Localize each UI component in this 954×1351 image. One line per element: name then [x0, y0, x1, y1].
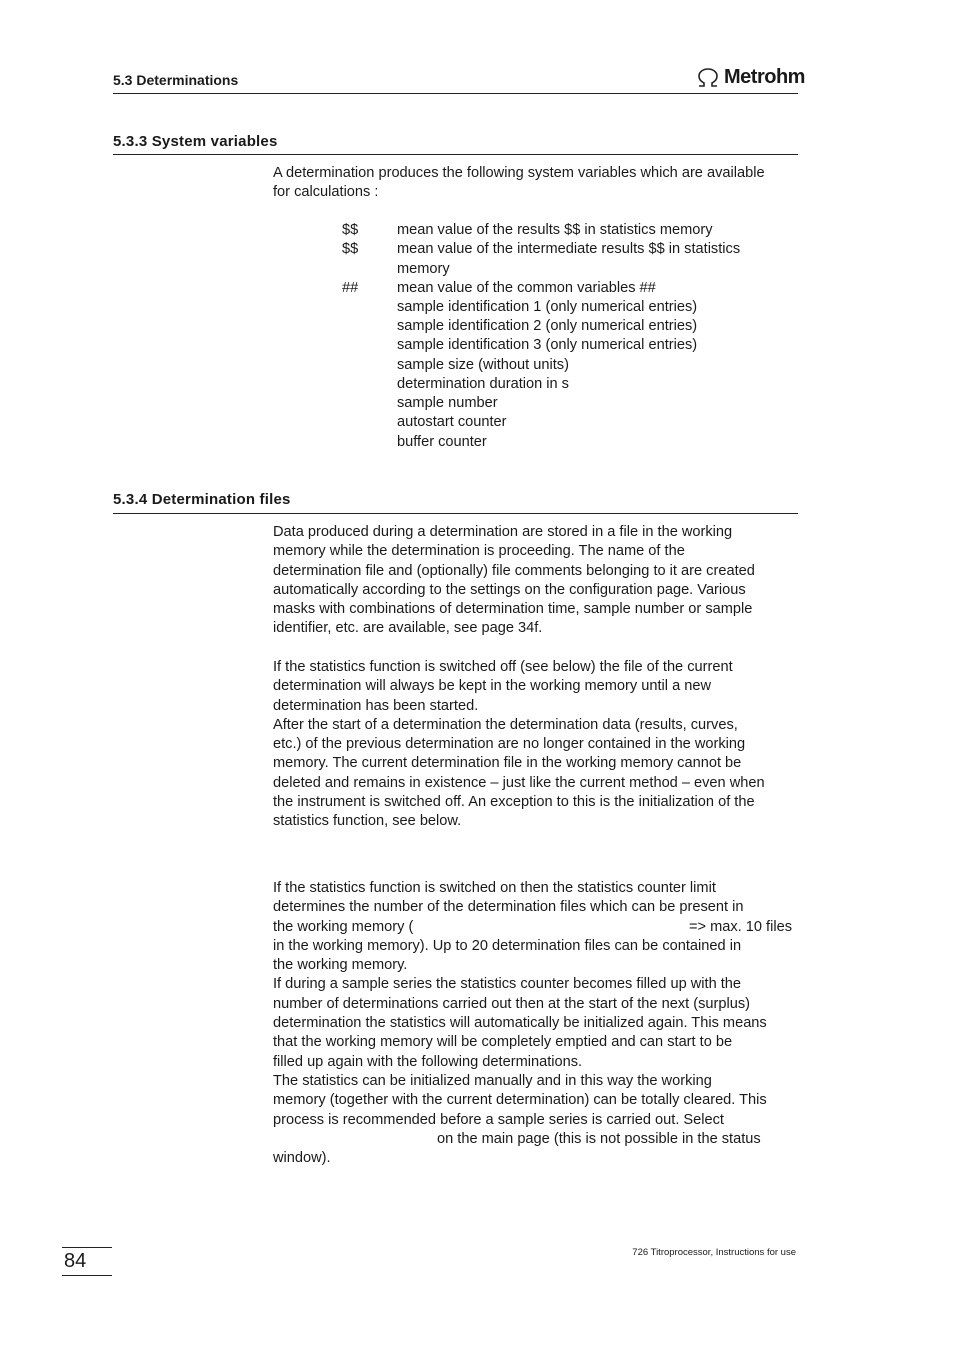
text-line: If the statistics function is switched off (see below) the file of the current — [273, 659, 733, 675]
text-line: number of determinations carried out then at the start of the next (surplus) — [273, 995, 750, 1012]
variable-description: sample size (without units) — [397, 357, 569, 373]
variable-description: memory — [397, 261, 450, 277]
text-line: If during a sample series the statistics counter becomes filled up with the — [273, 976, 742, 993]
text-line: determination will always be kept in the working memory until a new — [273, 678, 712, 695]
text-line: The statistics can be initialized manually and in this way the working — [273, 1072, 712, 1089]
text-line: statistics function, see below. — [273, 813, 462, 830]
variable-description: sample identification 1 (only numerical entries) — [397, 299, 698, 315]
text-line: If the statistics function is switched on then the statistics counter limit — [273, 880, 716, 896]
text-line: After the start of a determination the determination data (results, curves, — [273, 716, 738, 733]
paragraph-3 — [273, 879, 798, 1168]
page-number: 84 — [64, 1250, 87, 1272]
text-line: determination file and (optionally) file comments belonging to it are created — [273, 562, 755, 579]
text-fragment: the working memory ( — [273, 918, 414, 935]
text-line: A determination produces the following system variables which are available — [273, 165, 765, 181]
variable-description: autostart counter — [397, 414, 507, 430]
text-line: that the working memory will be completely emptied and can start to be — [273, 1034, 733, 1051]
omega-icon — [696, 68, 720, 88]
text-line: for calculations : — [273, 184, 379, 201]
header-rule — [113, 93, 798, 94]
text-line: identifier, etc. are available, see page 34f. — [273, 620, 543, 637]
logo-wordmark: Metrohm — [724, 66, 805, 88]
section-rule — [113, 154, 798, 155]
footer-doc-title: 726 Titroprocessor, Instructions for use — [632, 1247, 796, 1258]
intro-paragraph — [273, 164, 798, 203]
text-line: the instrument is switched off. An exception to this is the initialization of the — [273, 794, 755, 811]
running-header-section: 5.3 Determinations — [113, 72, 239, 88]
text-line: memory. The current determination file in the working memory cannot be — [273, 755, 742, 772]
variable-description: buffer counter — [397, 434, 487, 450]
variable-description: sample identification 2 (only numerical entries) — [397, 318, 698, 334]
text-line: process is recommended before a sample series is carried out. Select — [273, 1111, 724, 1128]
variable-description: mean value of the common variables ## — [397, 280, 656, 296]
text-line: Data produced during a determination are stored in a file in the working — [273, 524, 733, 540]
variable-description: mean value of the intermediate results $$ in statistics — [397, 241, 741, 257]
text-line: etc.) of the previous determination are no longer contained in the working — [273, 736, 746, 753]
page-number-rule-bottom — [62, 1275, 112, 1276]
section-rule — [113, 513, 798, 514]
paragraph-2 — [273, 658, 798, 832]
text-fragment-right: => max. 10 files — [688, 918, 792, 935]
paragraph-1 — [273, 523, 798, 639]
variable-description: sample identification 3 (only numerical entries) — [397, 337, 698, 353]
text-line: determination has been started. — [273, 697, 479, 714]
text-line: masks with combinations of determination time, sample number or sample — [273, 601, 753, 618]
text-line: on the main page (this is not possible in the status — [437, 1130, 761, 1147]
section-title-determination-files: 5.3.4 Determination files — [113, 491, 291, 508]
variable-description: sample number — [397, 395, 498, 411]
variable-symbol: ## — [342, 280, 359, 296]
text-line: automatically according to the settings on the configuration page. Various — [273, 581, 746, 598]
text-line: determination the statistics will automatically be initialized again. This means — [273, 1015, 767, 1032]
text-line: deleted and remains in existence – just like the current method – even when — [273, 774, 765, 791]
text-line: memory while the determination is proceeding. The name of the — [273, 543, 685, 560]
variable-symbol: $$ — [342, 222, 359, 238]
text-line: filled up again with the following determinations. — [273, 1053, 583, 1070]
text-line: window). — [273, 1150, 331, 1167]
text-line: the working memory. — [273, 957, 408, 974]
text-line — [273, 918, 798, 937]
page-number-rule-top — [62, 1247, 112, 1248]
section-title-system-variables: 5.3.3 System variables — [113, 133, 278, 150]
metrohm-logo — [696, 66, 805, 89]
text-line: in the working memory). Up to 20 determination files can be contained in — [273, 937, 742, 954]
variable-symbol: $$ — [342, 241, 359, 257]
text-line: determines the number of the determination files which can be present in — [273, 899, 744, 916]
variable-description: determination duration in s — [397, 376, 569, 392]
variable-description: mean value of the results $$ in statistics memory — [397, 222, 713, 238]
text-line: memory (together with the current determination) can be totally cleared. This — [273, 1092, 767, 1109]
